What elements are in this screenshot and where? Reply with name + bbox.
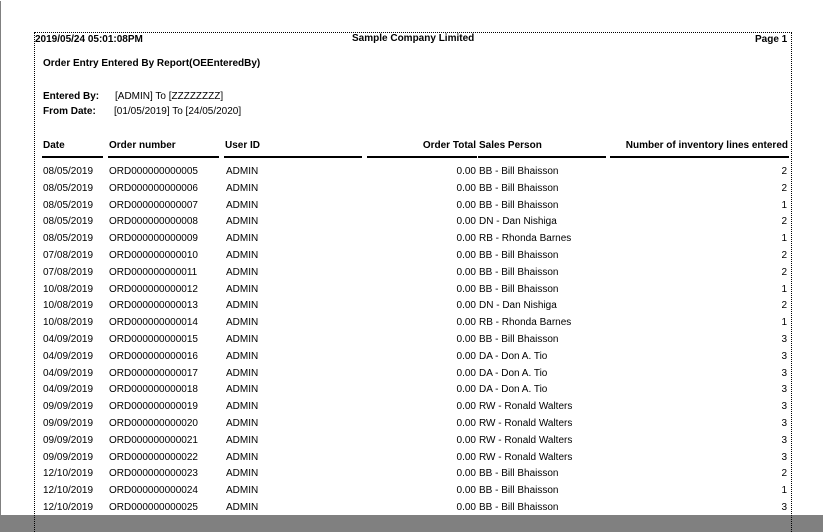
company-name: Sample Company Limited bbox=[352, 33, 475, 44]
cell-user-id: ADMIN bbox=[226, 267, 259, 278]
cell-inventory-lines: 3 bbox=[781, 368, 787, 379]
header-underline bbox=[224, 156, 362, 158]
cell-user-id: ADMIN bbox=[226, 317, 259, 328]
cell-order-number: ORD000000000006 bbox=[109, 183, 198, 194]
cell-inventory-lines: 3 bbox=[781, 401, 787, 412]
cell-order-number: ORD000000000011 bbox=[109, 267, 198, 278]
cell-sales-person: BB - Bill Bhaisson bbox=[479, 284, 559, 295]
cell-order-number: ORD000000000017 bbox=[109, 368, 198, 379]
cell-date: 09/09/2019 bbox=[43, 435, 94, 446]
report-title: Order Entry Entered By Report(OEEnteredBy) bbox=[43, 58, 261, 69]
cell-order-total: 0.00 bbox=[456, 233, 476, 244]
cell-user-id: ADMIN bbox=[226, 468, 259, 479]
cell-sales-person: BB - Bill Bhaisson bbox=[479, 250, 559, 261]
cell-order-total: 0.00 bbox=[456, 384, 476, 395]
cell-sales-person: BB - Bill Bhaisson bbox=[479, 183, 559, 194]
cell-user-id: ADMIN bbox=[226, 351, 259, 362]
cell-inventory-lines: 3 bbox=[781, 502, 787, 513]
from-date-label: From Date: bbox=[43, 106, 96, 117]
cell-order-total: 0.00 bbox=[456, 368, 476, 379]
cell-user-id: ADMIN bbox=[226, 166, 259, 177]
cell-user-id: ADMIN bbox=[226, 368, 259, 379]
cell-date: 12/10/2019 bbox=[43, 502, 94, 513]
cell-order-total: 0.00 bbox=[456, 452, 476, 463]
report-page bbox=[1, 1, 823, 515]
cell-inventory-lines: 2 bbox=[781, 216, 787, 227]
cell-order-number: ORD000000000023 bbox=[109, 468, 198, 479]
column-header-order-number: Order number bbox=[109, 140, 176, 151]
cell-order-number: ORD000000000010 bbox=[109, 250, 198, 261]
cell-date: 07/08/2019 bbox=[43, 250, 94, 261]
cell-user-id: ADMIN bbox=[226, 200, 259, 211]
cell-order-number: ORD000000000015 bbox=[109, 334, 198, 345]
cell-date: 09/09/2019 bbox=[43, 401, 94, 412]
cell-sales-person: DA - Don A. Tio bbox=[479, 351, 548, 362]
cell-date: 08/05/2019 bbox=[43, 166, 94, 177]
cell-user-id: ADMIN bbox=[226, 435, 259, 446]
cell-sales-person: RW - Ronald Walters bbox=[479, 401, 573, 412]
cell-order-total: 0.00 bbox=[456, 284, 476, 295]
cell-date: 04/09/2019 bbox=[43, 351, 94, 362]
cell-inventory-lines: 3 bbox=[781, 334, 787, 345]
cell-order-number: ORD000000000005 bbox=[109, 166, 198, 177]
cell-user-id: ADMIN bbox=[226, 233, 259, 244]
cell-user-id: ADMIN bbox=[226, 502, 259, 513]
cell-order-total: 0.00 bbox=[456, 317, 476, 328]
cell-order-number: ORD000000000013 bbox=[109, 300, 198, 311]
cell-user-id: ADMIN bbox=[226, 250, 259, 261]
cell-order-total: 0.00 bbox=[456, 418, 476, 429]
cell-inventory-lines: 1 bbox=[781, 485, 787, 496]
cell-inventory-lines: 3 bbox=[781, 418, 787, 429]
cell-date: 08/05/2019 bbox=[43, 216, 94, 227]
entered-by-value: [ADMIN] To [ZZZZZZZZ] bbox=[115, 91, 224, 102]
cell-sales-person: DA - Don A. Tio bbox=[479, 384, 548, 395]
cell-user-id: ADMIN bbox=[226, 183, 259, 194]
cell-inventory-lines: 3 bbox=[781, 384, 787, 395]
cell-user-id: ADMIN bbox=[226, 418, 259, 429]
cell-order-total: 0.00 bbox=[456, 485, 476, 496]
cell-inventory-lines: 3 bbox=[781, 435, 787, 446]
cell-date: 10/08/2019 bbox=[43, 284, 94, 295]
cell-user-id: ADMIN bbox=[226, 485, 259, 496]
cell-inventory-lines: 1 bbox=[781, 317, 787, 328]
cell-inventory-lines: 3 bbox=[781, 351, 787, 362]
cell-order-number: ORD000000000019 bbox=[109, 401, 198, 412]
cell-sales-person: BB - Bill Bhaisson bbox=[479, 334, 559, 345]
cell-inventory-lines: 2 bbox=[781, 267, 787, 278]
cell-sales-person: BB - Bill Bhaisson bbox=[479, 468, 559, 479]
cell-inventory-lines: 2 bbox=[781, 250, 787, 261]
cell-sales-person: RW - Ronald Walters bbox=[479, 452, 573, 463]
cell-date: 09/09/2019 bbox=[43, 418, 94, 429]
cell-inventory-lines: 2 bbox=[781, 183, 787, 194]
cell-date: 04/09/2019 bbox=[43, 384, 94, 395]
cell-user-id: ADMIN bbox=[226, 300, 259, 311]
cell-date: 12/10/2019 bbox=[43, 468, 94, 479]
column-header-order-total: Order Total bbox=[422, 140, 476, 151]
cell-order-number: ORD000000000024 bbox=[109, 485, 198, 496]
header-underline bbox=[108, 156, 219, 158]
header-underline bbox=[42, 156, 103, 158]
cell-date: 09/09/2019 bbox=[43, 452, 94, 463]
header-underline bbox=[610, 156, 789, 158]
cell-order-total: 0.00 bbox=[456, 351, 476, 362]
cell-inventory-lines: 1 bbox=[781, 233, 787, 244]
entered-by-label: Entered By: bbox=[43, 91, 100, 102]
cell-order-total: 0.00 bbox=[456, 401, 476, 412]
cell-inventory-lines: 1 bbox=[781, 284, 787, 295]
cell-order-total: 0.00 bbox=[456, 267, 476, 278]
cell-user-id: ADMIN bbox=[226, 401, 259, 412]
cell-order-number: ORD000000000020 bbox=[109, 418, 198, 429]
cell-date: 04/09/2019 bbox=[43, 334, 94, 345]
cell-user-id: ADMIN bbox=[226, 384, 259, 395]
cell-order-total: 0.00 bbox=[456, 300, 476, 311]
cell-inventory-lines: 2 bbox=[781, 300, 787, 311]
cell-date: 12/10/2019 bbox=[43, 485, 94, 496]
cell-order-number: ORD000000000018 bbox=[109, 384, 198, 395]
cell-user-id: ADMIN bbox=[226, 284, 259, 295]
column-header-inventory-lines: Number of inventory lines entered bbox=[625, 140, 788, 151]
cell-sales-person: BB - Bill Bhaisson bbox=[479, 200, 559, 211]
cell-order-number: ORD000000000014 bbox=[109, 317, 198, 328]
cell-order-number: ORD000000000009 bbox=[109, 233, 198, 244]
cell-order-total: 0.00 bbox=[456, 468, 476, 479]
cell-order-total: 0.00 bbox=[456, 334, 476, 345]
cell-sales-person: RB - Rhonda Barnes bbox=[479, 317, 572, 328]
cell-sales-person: BB - Bill Bhaisson bbox=[479, 485, 559, 496]
cell-sales-person: DN - Dan Nishiga bbox=[479, 216, 557, 227]
column-header-sales-person: Sales Person bbox=[479, 140, 542, 151]
cell-inventory-lines: 2 bbox=[781, 468, 787, 479]
cell-date: 10/08/2019 bbox=[43, 300, 94, 311]
cell-date: 04/09/2019 bbox=[43, 368, 94, 379]
cell-order-number: ORD000000000025 bbox=[109, 502, 198, 513]
cell-order-number: ORD000000000012 bbox=[109, 284, 198, 295]
cell-order-number: ORD000000000022 bbox=[109, 452, 198, 463]
cell-order-total: 0.00 bbox=[456, 216, 476, 227]
cell-order-total: 0.00 bbox=[456, 250, 476, 261]
cell-order-number: ORD000000000016 bbox=[109, 351, 198, 362]
cell-order-total: 0.00 bbox=[456, 502, 476, 513]
cell-user-id: ADMIN bbox=[226, 334, 259, 345]
cell-sales-person: RW - Ronald Walters bbox=[479, 418, 573, 429]
report-datetime: 2019/05/24 05:01:08PM bbox=[35, 34, 143, 45]
column-header-user-id: User ID bbox=[225, 140, 261, 151]
cell-order-total: 0.00 bbox=[456, 183, 476, 194]
cell-date: 07/08/2019 bbox=[43, 267, 94, 278]
cell-date: 08/05/2019 bbox=[43, 183, 94, 194]
cell-user-id: ADMIN bbox=[226, 452, 259, 463]
cell-sales-person: BB - Bill Bhaisson bbox=[479, 502, 559, 513]
cell-sales-person: RW - Ronald Walters bbox=[479, 435, 573, 446]
page-number: Page 1 bbox=[755, 34, 788, 45]
cell-order-total: 0.00 bbox=[456, 166, 476, 177]
cell-sales-person: RB - Rhonda Barnes bbox=[479, 233, 572, 244]
cell-sales-person: DN - Dan Nishiga bbox=[479, 300, 557, 311]
column-header-date: Date bbox=[43, 140, 65, 151]
cell-order-total: 0.00 bbox=[456, 200, 476, 211]
from-date-value: [01/05/2019] To [24/05/2020] bbox=[114, 106, 242, 117]
cell-order-number: ORD000000000007 bbox=[109, 200, 198, 211]
cell-order-number: ORD000000000021 bbox=[109, 435, 198, 446]
cell-date: 08/05/2019 bbox=[43, 200, 94, 211]
cell-date: 08/05/2019 bbox=[43, 233, 94, 244]
header-underline bbox=[367, 156, 477, 158]
cell-date: 10/08/2019 bbox=[43, 317, 94, 328]
cell-inventory-lines: 1 bbox=[781, 200, 787, 211]
cell-order-number: ORD000000000008 bbox=[109, 216, 198, 227]
cell-inventory-lines: 3 bbox=[781, 452, 787, 463]
cell-sales-person: DA - Don A. Tio bbox=[479, 368, 548, 379]
cell-inventory-lines: 2 bbox=[781, 166, 787, 177]
cell-order-total: 0.00 bbox=[456, 435, 476, 446]
cell-sales-person: BB - Bill Bhaisson bbox=[479, 267, 559, 278]
header-underline bbox=[478, 156, 606, 158]
cell-user-id: ADMIN bbox=[226, 216, 259, 227]
cell-sales-person: BB - Bill Bhaisson bbox=[479, 166, 559, 177]
